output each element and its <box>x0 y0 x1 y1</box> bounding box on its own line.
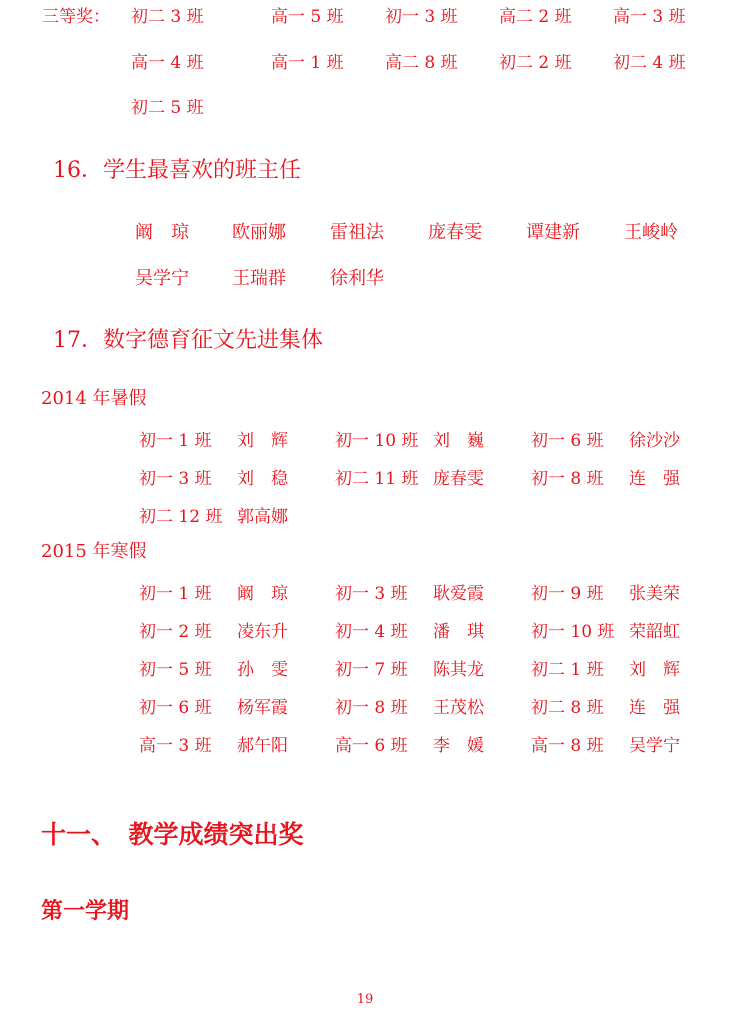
class-cell: 初二 12 班 <box>139 507 223 527</box>
teacher-cell: 郝午阳 <box>237 736 288 756</box>
teacher-cell: 王茂松 <box>433 698 484 718</box>
class-cell: 初一 8 班 <box>531 469 604 489</box>
third-prize-label: 三等奖： <box>42 7 110 27</box>
teacher-cell: 连 强 <box>629 698 680 718</box>
page-number: 19 <box>356 992 374 1007</box>
prize-class: 高一 4 班 <box>131 53 204 73</box>
teacher-cell: 连 强 <box>629 469 680 489</box>
class-cell: 初一 1 班 <box>139 431 212 451</box>
teacher-cell: 刘 辉 <box>237 431 288 451</box>
teacher-name: 吴学宁 <box>135 268 189 289</box>
class-cell: 高一 3 班 <box>139 736 212 756</box>
teacher-cell: 杨军霞 <box>237 698 288 718</box>
teacher-cell: 潘 琪 <box>433 622 484 642</box>
teacher-name: 雷祖法 <box>330 222 384 243</box>
prize-class: 高一 1 班 <box>271 53 344 73</box>
class-cell: 初一 4 班 <box>335 622 408 642</box>
prize-class: 初二 5 班 <box>131 98 204 118</box>
prize-class: 初二 4 班 <box>613 53 686 73</box>
teacher-cell: 孙 雯 <box>237 660 288 680</box>
class-cell: 初一 9 班 <box>531 584 604 604</box>
teacher-cell: 徐沙沙 <box>629 431 680 451</box>
class-cell: 初一 7 班 <box>335 660 408 680</box>
class-cell: 初一 1 班 <box>139 584 212 604</box>
prize-class: 高二 2 班 <box>499 7 572 27</box>
class-cell: 初一 10 班 <box>531 622 615 642</box>
teacher-name: 徐利华 <box>330 268 384 289</box>
teacher-name: 王瑞群 <box>232 268 286 289</box>
teacher-cell: 荣韶虹 <box>629 622 680 642</box>
class-cell: 初一 6 班 <box>531 431 604 451</box>
class-cell: 初一 2 班 <box>139 622 212 642</box>
class-cell: 初一 3 班 <box>139 469 212 489</box>
section-16-heading: 16．学生最喜欢的班主任 <box>53 158 301 183</box>
class-cell: 高一 8 班 <box>531 736 604 756</box>
teacher-cell: 刘 稳 <box>237 469 288 489</box>
teacher-cell: 吴学宁 <box>629 736 680 756</box>
teacher-name: 阚 琼 <box>135 222 189 243</box>
prize-class: 高二 8 班 <box>385 53 458 73</box>
prize-class: 初二 2 班 <box>499 53 572 73</box>
teacher-name: 欧丽娜 <box>232 222 286 243</box>
teacher-cell: 刘 辉 <box>629 660 680 680</box>
section-11-heading: 十一、 教学成绩突出奖 <box>41 820 304 849</box>
class-cell: 初一 6 班 <box>139 698 212 718</box>
teacher-cell: 阚 琼 <box>237 584 288 604</box>
teacher-cell: 李 媛 <box>433 736 484 756</box>
teacher-cell: 郭高娜 <box>237 507 288 527</box>
class-cell: 初一 5 班 <box>139 660 212 680</box>
period-label: 2015 年寒假 <box>41 541 147 562</box>
teacher-cell: 刘 巍 <box>433 431 484 451</box>
teacher-name: 谭建新 <box>526 222 580 243</box>
prize-class: 高一 5 班 <box>271 7 344 27</box>
period-label: 2014 年暑假 <box>41 388 147 409</box>
prize-class: 初二 3 班 <box>131 7 204 27</box>
teacher-name: 庞春雯 <box>428 222 482 243</box>
teacher-cell: 陈其龙 <box>433 660 484 680</box>
teacher-cell: 庞春雯 <box>433 469 484 489</box>
class-cell: 初二 1 班 <box>531 660 604 680</box>
teacher-cell: 张美荣 <box>629 584 680 604</box>
class-cell: 初二 11 班 <box>335 469 419 489</box>
teacher-cell: 耿爱霞 <box>433 584 484 604</box>
class-cell: 初一 8 班 <box>335 698 408 718</box>
teacher-cell: 凌东升 <box>237 622 288 642</box>
teacher-name: 王峻岭 <box>624 222 678 243</box>
section-17-heading: 17．数字德育征文先进集体 <box>53 328 323 353</box>
prize-class: 初一 3 班 <box>385 7 458 27</box>
prize-class: 高一 3 班 <box>613 7 686 27</box>
class-cell: 初二 8 班 <box>531 698 604 718</box>
class-cell: 高一 6 班 <box>335 736 408 756</box>
class-cell: 初一 10 班 <box>335 431 419 451</box>
semester-subheading: 第一学期 <box>41 898 130 924</box>
class-cell: 初一 3 班 <box>335 584 408 604</box>
